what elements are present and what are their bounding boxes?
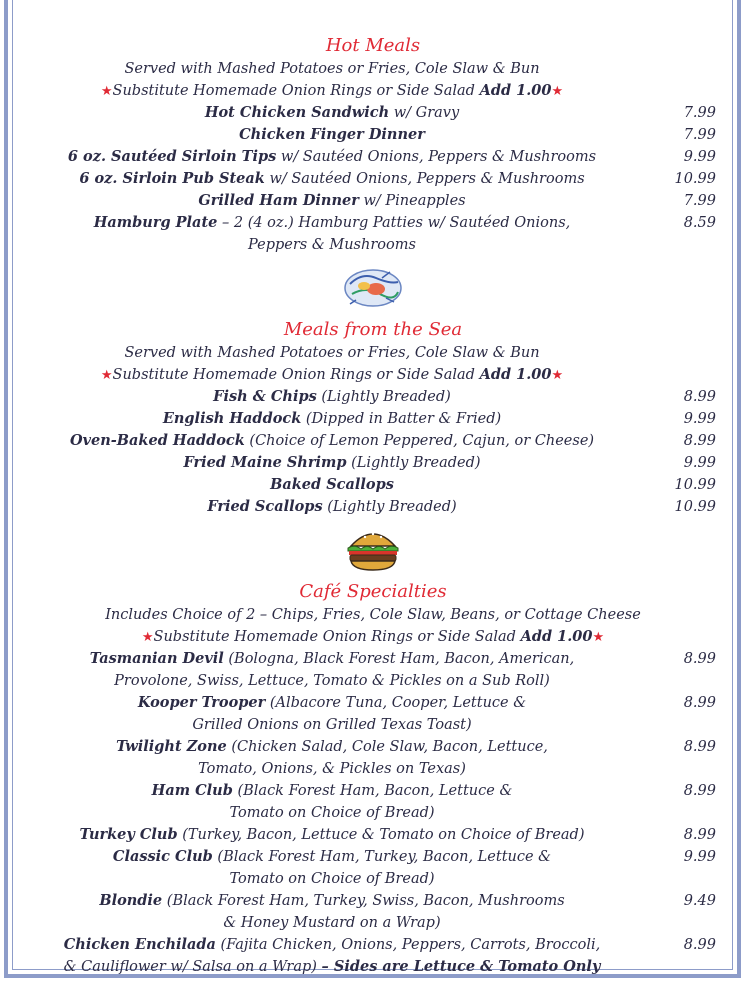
item-desc-line2: Peppers & Mushrooms [248,237,416,253]
item-desc: (Dipped in Batter & Fried) [301,411,502,427]
item-name: Grilled Ham Dinner [198,192,359,209]
substitute-add: Add 1.00 [479,366,552,383]
item-name: Ham Club [151,782,233,799]
item-desc: (Turkey, Bacon, Lettuce & Tomato on Choice of Bread) [177,827,585,843]
item-price: 8.59 [683,215,716,231]
star-icon: ★ [551,368,564,383]
item-desc: (Lightly Breaded) [322,499,457,515]
item-desc: (Fajita Chicken, Onions, Peppers, Carrots, Broccoli, [215,937,601,953]
hot-meals-intro: Served with Mashed Potatoes or Fries, Cole Slaw & Bun [124,61,540,77]
menu-item [18,168,728,190]
item-price: 7.99 [683,193,716,209]
item-desc-line2: Provolone, Swiss, Lettuce, Tomato & Pickles on a Sub Roll) [114,673,550,689]
sea-meals-title: Meals from the Sea [283,319,463,340]
hamburger-image-slot [18,518,728,580]
item-price: 8.99 [683,783,716,799]
item-name: Fried Scallops [207,498,323,515]
cafe-title: Café Specialties [299,581,447,602]
item-price: 10.99 [674,477,716,493]
menu-item [18,386,728,408]
seafood-image-slot [18,256,728,318]
item-name: Oven-Baked Haddock [69,432,245,449]
item-desc: w/ Pineapples [358,193,466,209]
item-desc: (Albacore Tuna, Cooper, Lettuce & [265,695,527,711]
menu-item [18,780,728,802]
item-name: Fried Maine Shrimp [183,454,347,471]
item-desc-line2: Tomato on Choice of Bread) [229,871,435,887]
menu-item [18,846,728,868]
item-price: 9.99 [683,149,716,165]
item-price: 9.49 [683,893,716,909]
item-price: 8.99 [683,651,716,667]
star-icon: ★ [100,84,113,99]
star-icon: ★ [141,630,154,645]
item-price: 8.99 [683,695,716,711]
item-name: English Haddock [162,410,302,427]
item-price: 9.99 [683,411,716,427]
item-price: 9.99 [683,455,716,471]
menu-item-continued [18,912,728,934]
menu-item [18,430,728,452]
item-name: Twilight Zone [116,738,227,755]
menu-item [18,736,728,758]
item-desc-line2: & Cauliflower w/ Salsa on a Wrap) [63,959,322,975]
item-desc: w/ Sautéed Onions, Peppers & Mushrooms [264,171,585,187]
item-price: 10.99 [674,499,716,515]
menu-item [18,692,728,714]
substitute-add: Add 1.00 [479,82,552,99]
item-name: Hamburg Plate [93,214,218,231]
item-name: 6 oz. Sautéed Sirloin Tips [67,148,277,165]
item-price: 8.99 [683,433,716,449]
hot-meals-substitute [18,80,728,102]
item-price: 8.99 [683,827,716,843]
item-desc: – 2 (4 oz.) Hamburg Patties w/ Sautéed Onions, [217,215,571,231]
item-desc-line2: Tomato, Onions, & Pickles on Texas) [198,761,466,777]
menu-item [18,890,728,912]
item-desc: (Bologna, Black Forest Ham, Bacon, American, [223,651,575,667]
item-desc: (Chicken Salad, Cole Slaw, Bacon, Lettuce, [226,739,548,755]
substitute-text: Substitute Homemade Onion Rings or Side Salad [153,629,521,645]
cafe-substitute [18,626,728,648]
item-price: 7.99 [683,105,716,121]
menu-item-continued [18,758,728,780]
menu-item [18,934,728,956]
item-desc-line2: Tomato on Choice of Bread) [229,805,435,821]
item-desc-line2: Grilled Onions on Grilled Texas Toast) [192,717,472,733]
sea-meals-intro: Served with Mashed Potatoes or Fries, Cole Slaw & Bun [124,345,540,361]
item-desc: w/ Sautéed Onions, Peppers & Mushrooms [276,149,597,165]
menu-item [18,212,728,234]
menu-page [18,34,728,978]
item-name: Chicken Enchilada [63,936,216,953]
star-icon: ★ [551,84,564,99]
hot-meals-intro-line [18,58,728,80]
seafood-plate-icon [342,264,404,310]
hot-meals-title: Hot Meals [325,35,421,56]
menu-item [18,452,728,474]
sea-meals-substitute [18,364,728,386]
star-icon: ★ [592,630,605,645]
menu-item-continued [18,714,728,736]
menu-item-continued [18,234,728,256]
item-note: – Sides are Lettuce & Tomato Only [321,958,601,975]
item-name: Baked Scallops [270,476,394,493]
menu-item [18,102,728,124]
item-price: 10.99 [674,171,716,187]
item-name: Hot Chicken Sandwich [204,104,390,121]
item-price: 7.99 [683,127,716,143]
menu-item-continued [18,802,728,824]
item-name: Chicken Finger Dinner [239,126,425,143]
item-price: 9.99 [683,849,716,865]
menu-item [18,124,728,146]
menu-item [18,190,728,212]
menu-item [18,824,728,846]
item-desc: (Lightly Breaded) [316,389,451,405]
item-name: Kooper Trooper [137,694,266,711]
item-name: 6 oz. Sirloin Pub Steak [79,170,265,187]
item-desc: w/ Gravy [389,105,460,121]
item-desc: (Lightly Breaded) [346,455,481,471]
cafe-intro: Includes Choice of 2 – Chips, Fries, Cole Slaw, Beans, or Cottage Cheese [105,607,641,623]
item-name: Classic Club [112,848,213,865]
substitute-text: Substitute Homemade Onion Rings or Side Salad [112,83,480,99]
menu-item [18,648,728,670]
menu-item-continued [18,868,728,890]
item-name: Fish & Chips [213,388,317,405]
item-price: 8.99 [683,389,716,405]
menu-item-continued [18,670,728,692]
item-desc: (Black Forest Ham, Bacon, Lettuce & [232,783,513,799]
item-price: 8.99 [683,739,716,755]
star-icon: ★ [100,368,113,383]
item-desc-line2: & Honey Mustard on a Wrap) [223,915,441,931]
item-name: Blondie [99,892,163,909]
item-price: 8.99 [683,937,716,953]
item-desc: (Black Forest Ham, Turkey, Bacon, Lettuce & [212,849,552,865]
menu-item [18,146,728,168]
menu-item [18,474,728,496]
cafe-intro-line [18,604,728,626]
substitute-add: Add 1.00 [520,628,593,645]
item-name: Tasmanian Devil [89,650,224,667]
hamburger-icon [343,524,403,574]
item-desc: (Black Forest Ham, Turkey, Swiss, Bacon, Mushrooms [162,893,565,909]
item-name: Turkey Club [79,826,178,843]
item-desc: (Choice of Lemon Peppered, Cajun, or Cheese) [244,433,595,449]
menu-item-continued [18,956,728,978]
substitute-text: Substitute Homemade Onion Rings or Side Salad [112,367,480,383]
menu-item [18,408,728,430]
sea-meals-intro-line [18,342,728,364]
menu-item [18,496,728,518]
